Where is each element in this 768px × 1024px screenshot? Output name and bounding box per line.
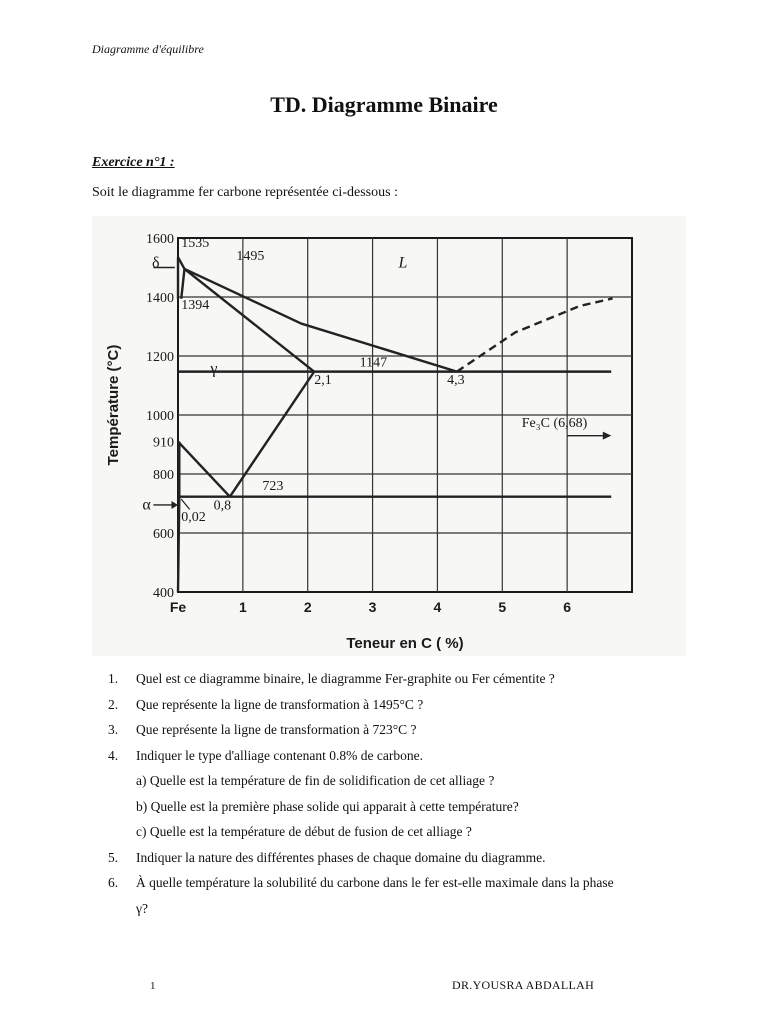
question-number: 3. bbox=[108, 722, 119, 737]
question-continuation: γ? bbox=[136, 900, 148, 916]
diagram-annotation: 1535 bbox=[181, 235, 210, 251]
y-tick-label: 1000 bbox=[146, 409, 174, 424]
x-tick-label: 6 bbox=[563, 599, 572, 615]
question-text: Indiquer la nature des différentes phases de chaque domaine du diagramme. bbox=[136, 849, 546, 865]
intro-text: Soit le diagramme fer carbone représentée ci-dessous : bbox=[92, 185, 398, 200]
question-number: 1. bbox=[108, 671, 119, 686]
x-tick-label: 2 bbox=[303, 599, 312, 615]
diagram-annotation: 723 bbox=[262, 479, 284, 495]
page-title: TD. Diagramme Binaire bbox=[270, 92, 498, 117]
question-list bbox=[108, 666, 698, 921]
diagram-annotation: 1495 bbox=[236, 249, 265, 265]
question-text: Indiquer le type d'alliage contenant 0.8% de carbone. bbox=[136, 747, 423, 763]
diagram-annotation: δ bbox=[152, 254, 160, 272]
y-tick-label: 1600 bbox=[146, 232, 174, 247]
y-tick-label: 910 bbox=[153, 435, 174, 451]
diagram-annotation: α bbox=[142, 496, 151, 514]
question-number: 5. bbox=[108, 849, 119, 865]
phase-line-ferrite-solvus bbox=[178, 497, 179, 592]
diagram-annotation: 2,1 bbox=[314, 373, 332, 389]
page-number: 1 bbox=[150, 980, 156, 992]
x-tick-label: 1 bbox=[238, 599, 247, 615]
question-text: Que représente la ligne de transformation à 1495°C ? bbox=[136, 696, 424, 712]
y-tick-label: 800 bbox=[153, 468, 174, 483]
question-text: À quelle température la solubilité du carbone dans le fer est-elle maximale dans la phase bbox=[136, 875, 614, 890]
phase-line-liquidus-hypereutectic bbox=[457, 298, 613, 371]
eutectoid-pointer bbox=[181, 499, 189, 509]
y-tick-label: 1400 bbox=[146, 291, 174, 306]
diagram-annotation: 0,02 bbox=[181, 510, 206, 526]
x-tick-label: 5 bbox=[498, 599, 507, 615]
phase-line-delta-right bbox=[181, 269, 184, 299]
question-number: 4. bbox=[108, 747, 119, 763]
question-item bbox=[108, 692, 698, 718]
fe3c-arrowhead bbox=[603, 432, 611, 440]
x-tick-label: 4 bbox=[433, 599, 442, 615]
y-tick-label: 1200 bbox=[146, 350, 174, 365]
y-tick-label: 600 bbox=[153, 527, 174, 542]
question-number: 2. bbox=[108, 696, 119, 712]
diagram-annotation: 4,3 bbox=[447, 373, 465, 389]
diagram-annotation: Fe₃C (6,68) bbox=[521, 415, 588, 431]
question-item bbox=[108, 717, 698, 743]
y-axis-label: Température (°C) bbox=[105, 344, 122, 466]
author-name: DR.YOUSRA ABDALLAH bbox=[452, 978, 595, 992]
exercise-heading: Exercice n°1 : bbox=[92, 155, 175, 170]
sub-question: b) Quelle est la première phase solide qui apparait à cette température? bbox=[136, 798, 519, 814]
phase-line-a3 bbox=[178, 442, 230, 497]
x-axis-label: Teneur en C ( %) bbox=[346, 635, 464, 652]
diagram-annotation: 0,8 bbox=[213, 498, 232, 514]
question-item bbox=[108, 845, 698, 871]
diagram-annotation: L bbox=[398, 254, 408, 272]
phase-line-liquidus bbox=[178, 254, 457, 371]
header-note: Diagramme d'équilibre bbox=[92, 42, 204, 56]
question-item bbox=[108, 743, 698, 769]
diagram-annotation: γ bbox=[210, 360, 218, 378]
diagram-annotation: 1147 bbox=[359, 355, 388, 371]
x-tick-label: 3 bbox=[368, 599, 377, 615]
iron-carbon-diagram bbox=[92, 216, 686, 656]
x-tick-label: Fe bbox=[169, 599, 187, 615]
question-item bbox=[108, 870, 698, 896]
question-text: Que représente la ligne de transformation à 723°C ? bbox=[136, 722, 417, 737]
sub-question: c) Quelle est la température de début de fusion de cet alliage ? bbox=[136, 824, 472, 839]
question-number: 6. bbox=[108, 875, 119, 890]
y-tick-label: 400 bbox=[153, 586, 174, 601]
phase-diagram-svg bbox=[92, 216, 686, 656]
question-text: Quel est ce diagramme binaire, le diagramme Fer-graphite ou Fer cémentite ? bbox=[136, 671, 555, 686]
question-item bbox=[108, 666, 698, 692]
diagram-annotation: 1394 bbox=[181, 297, 210, 313]
sub-question: a) Quelle est la température de fin de solidification de cet alliage ? bbox=[136, 773, 495, 788]
